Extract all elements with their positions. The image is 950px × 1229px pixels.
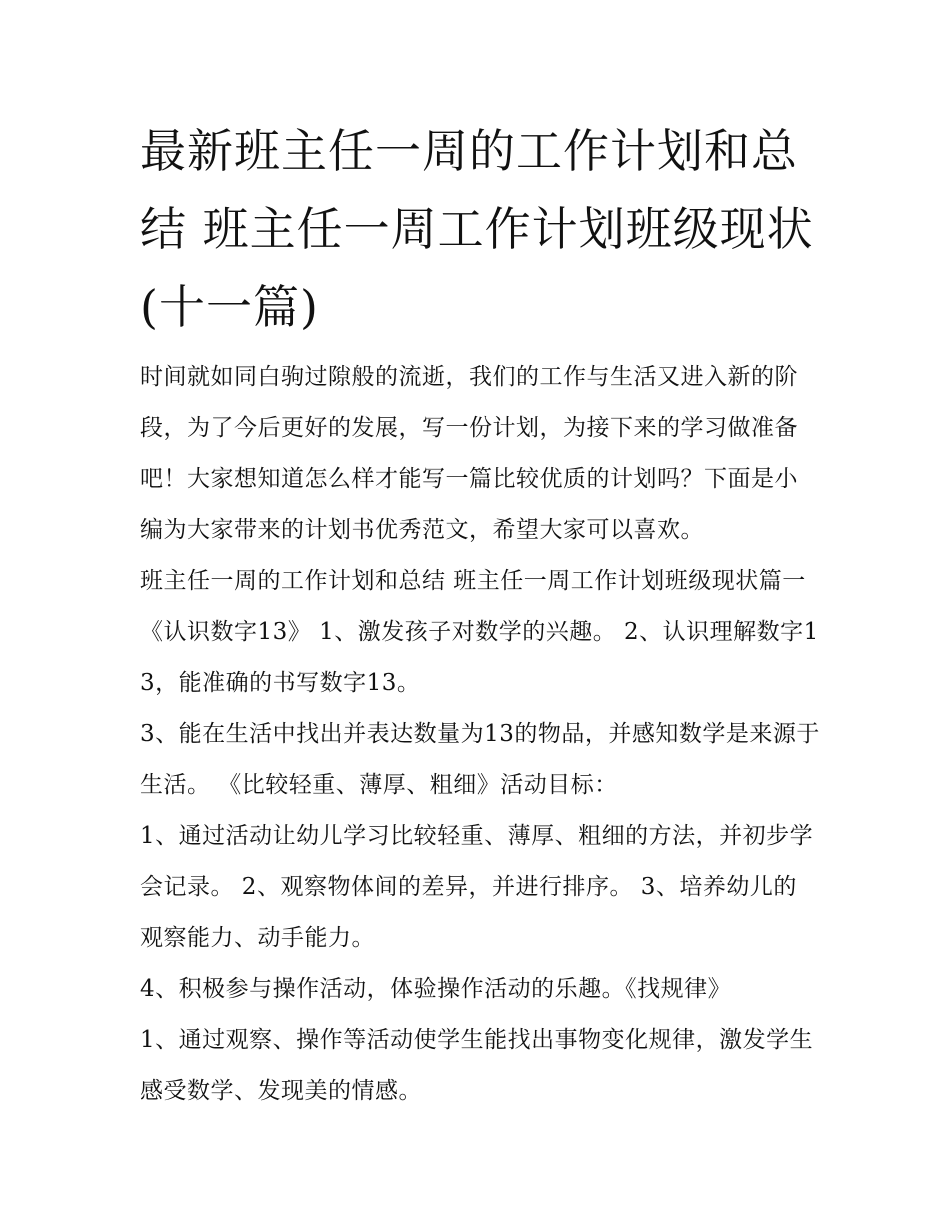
- paragraph-item-4: 4、积极参与操作活动，体验操作活动的乐趣。《找规律》: [140, 976, 732, 1002]
- paragraph-part-one: 班主任一周的工作计划和总结 班主任一周工作计划班级现状篇一 《认识数字13》 1、激发孩子对数学的兴趣。 2、认识理解数字13，能准确的书写数字13。: [140, 568, 819, 696]
- paragraph-item-3: 3、能在生活中找出并表达数量为13的物品，并感知数学是来源于生活。 《比较轻重、薄厚、粗细》活动目标：: [140, 721, 820, 798]
- document-body: [140, 112, 820, 1117]
- paragraph-intro: 时间就如同白驹过隙般的流逝，我们的工作与生活又进入新的阶段，为了今后更好的发展，写一份计划，为接下来的学习做准备吧！大家想知道怎么样才能写一篇比较优质的计划吗？下面是小编为大家带来的计划书优秀范文，希望大家可以喜欢。: [140, 364, 798, 543]
- paragraph-activity-goals: 1、通过活动让幼儿学习比较轻重、薄厚、粗细的方法，并初步学会记录。 2、观察物体间的差异，并进行排序。 3、培养幼儿的观察能力、动手能力。: [140, 823, 814, 951]
- document-title: 最新班主任一周的工作计划和总结 班主任一周工作计划班级现状(十一篇): [140, 124, 814, 334]
- paragraph-find-pattern: 1、通过观察、操作等活动使学生能找出事物变化规律，激发学生感受数学、发现美的情感。: [140, 1027, 814, 1104]
